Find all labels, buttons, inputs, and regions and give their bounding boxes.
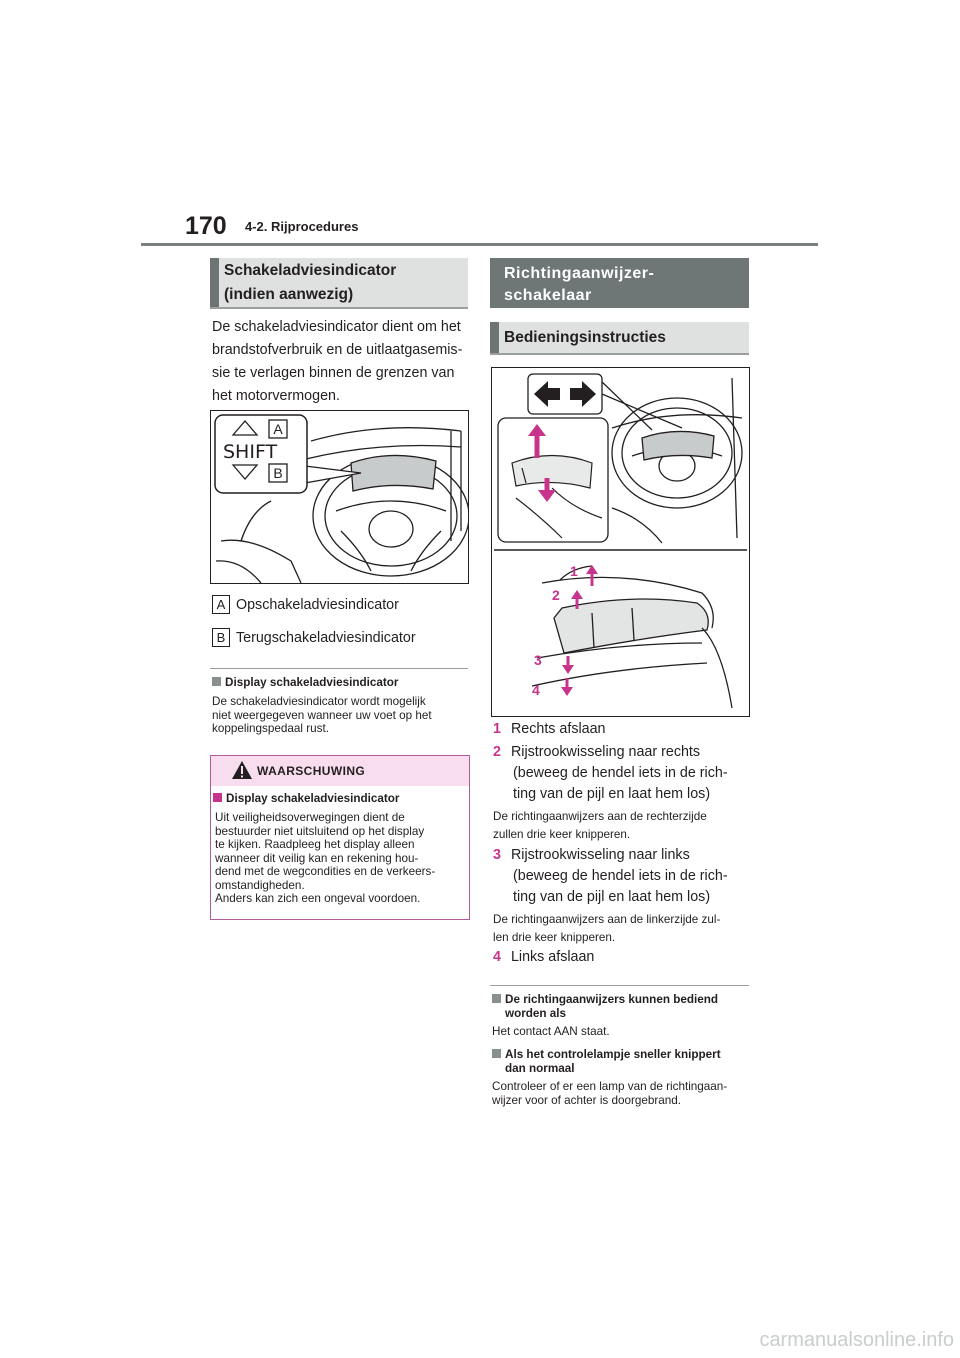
step-text: Links afslaan: [510, 949, 595, 965]
dashboard-illustration: [211, 411, 468, 583]
heading-line-1: Richtingaanwijzer-: [504, 265, 655, 282]
warning-line: omstandigheden.: [215, 878, 305, 892]
warning-line: te kijken. Raadpleeg het display alleen: [215, 838, 415, 851]
step-2-note: [493, 808, 707, 844]
shift-intro: [212, 316, 462, 408]
note-line: zullen drie keer knipperen.: [493, 828, 631, 841]
turn-signal-figure: [491, 367, 750, 717]
subheading-text: Bedieningsinstructies: [504, 329, 666, 346]
step-1: [493, 718, 606, 741]
heading-accent-bar: [490, 322, 499, 353]
note-line: De richtingaanwijzers aan de rechterzijde: [493, 810, 707, 823]
divider: [210, 668, 468, 669]
divider: [490, 985, 749, 986]
warning-title: WAARSCHUWING: [257, 764, 366, 778]
warning-line: bestuurder niet uitsluitend op het display: [215, 824, 425, 838]
intro-line: het motorvermogen.: [212, 388, 340, 404]
figure-number-2: 2: [552, 587, 560, 603]
heading-line-2: (indien aanwezig): [224, 286, 354, 303]
operating-instructions-heading: [490, 322, 749, 355]
figure-number-3: 3: [534, 652, 542, 668]
step-number: 4: [493, 949, 501, 965]
note-2-text: [492, 1080, 727, 1107]
note-1-text: Het contact AAN staat.: [492, 1025, 610, 1038]
heading-line-2: schakelaar: [504, 287, 592, 304]
heading-line-1: Schakeladviesindicator: [224, 262, 397, 279]
legend-text: Opschakeladviesindicator: [235, 597, 399, 613]
step-4: [493, 946, 594, 969]
note-title: Display schakeladviesindicator: [212, 676, 398, 690]
step-number: 3: [493, 847, 501, 863]
lane-change-right-arrow-icon: [571, 590, 583, 599]
section-title: 4-2. Rijprocedures: [245, 219, 359, 234]
bullet-square-icon: [492, 1049, 501, 1058]
step-2-line-3: ting van de pijl en laat hem los): [513, 786, 711, 802]
intro-line: sie te verlagen binnen de grenzen van: [212, 365, 455, 381]
note-1-title-line-2: worden als: [505, 1006, 567, 1020]
warning-subtitle: Display schakeladviesindicator: [213, 792, 399, 806]
warning-text: [215, 811, 435, 906]
step-text: Rijstrookwisseling naar rechts: [510, 744, 701, 760]
note-line: len drie keer knipperen.: [493, 931, 616, 944]
step-2-line-2: (beweeg de hendel iets in de rich-: [513, 765, 728, 781]
note-line: Controleer of er een lamp van de richtingaan-: [492, 1080, 728, 1093]
step-text: Rijstrookwisseling naar links: [510, 847, 690, 863]
watermark: carmanualsonline.info: [759, 1329, 954, 1351]
turn-left-arrow-icon: [561, 687, 573, 696]
step-2: [493, 741, 700, 764]
header-rule: [141, 243, 818, 246]
warning-header: [211, 756, 469, 786]
shift-indicator-heading: [210, 258, 468, 309]
shift-text: SHIFT: [223, 441, 278, 463]
step-3-note: [493, 911, 720, 947]
page-number: 170: [185, 212, 227, 240]
note-text: [212, 695, 432, 736]
legend-key: B: [212, 628, 230, 647]
note-line: niet weergegeven wanneer uw voet op het: [212, 708, 432, 722]
step-3: [493, 844, 690, 867]
step-3-line-2: (beweeg de hendel iets in de rich-: [513, 868, 728, 884]
heading-accent-bar: [210, 258, 219, 307]
note-2-title-line-2: dan normaal: [505, 1061, 575, 1075]
note-line: De richtingaanwijzers aan de linkerzijde zul-: [493, 913, 721, 926]
shift-indicator-figure: [210, 410, 469, 584]
note-2-title: Als het controlelampje sneller knippert dan normaal: [492, 1048, 721, 1075]
legend-item-b: [212, 627, 416, 650]
figure-label-a: A: [273, 421, 283, 437]
intro-line: De schakeladviesindicator dient om het: [212, 319, 461, 335]
bullet-square-icon: [212, 677, 221, 686]
step-text: Rechts afslaan: [510, 721, 606, 737]
note-line: De schakeladviesindicator wordt mogelijk: [212, 695, 426, 708]
bullet-square-icon: [492, 994, 501, 1003]
figure-number-4: 4: [532, 682, 540, 698]
lane-change-left-arrow-icon: [562, 665, 574, 674]
step-3-line-3: ting van de pijl en laat hem los): [513, 889, 711, 905]
turn-signal-heading: [490, 258, 749, 308]
warning-line: wanneer dit veilig kan en rekening hou-: [215, 851, 419, 865]
warning-icon: [231, 760, 253, 780]
turn-signal-illustration: [492, 368, 749, 716]
warning-line: Uit veiligheidsoverwegingen dient de: [215, 811, 405, 824]
warning-line: dend met de wegcondities en de verkeers-: [215, 865, 436, 878]
intro-line: brandstofverbruik en de uitlaatgasemis-: [212, 342, 463, 358]
legend-item-a: [212, 594, 399, 617]
figure-number-1: 1: [570, 563, 578, 579]
note-line: wijzer voor of achter is doorgebrand.: [492, 1093, 682, 1107]
figure-label-b: B: [273, 465, 283, 481]
legend-key: A: [212, 595, 230, 614]
legend-text: Terugschakeladviesindicator: [235, 630, 416, 646]
warning-line: Anders kan zich een ongeval voordoen.: [215, 892, 421, 905]
warning-box: [210, 755, 470, 920]
note-1-title: De richtingaanwijzers kunnen bediend worden als: [492, 993, 718, 1020]
step-number: 1: [493, 721, 501, 737]
bullet-square-icon: [213, 793, 222, 802]
note-line: koppelingspedaal rust.: [212, 722, 329, 735]
step-number: 2: [493, 744, 501, 760]
